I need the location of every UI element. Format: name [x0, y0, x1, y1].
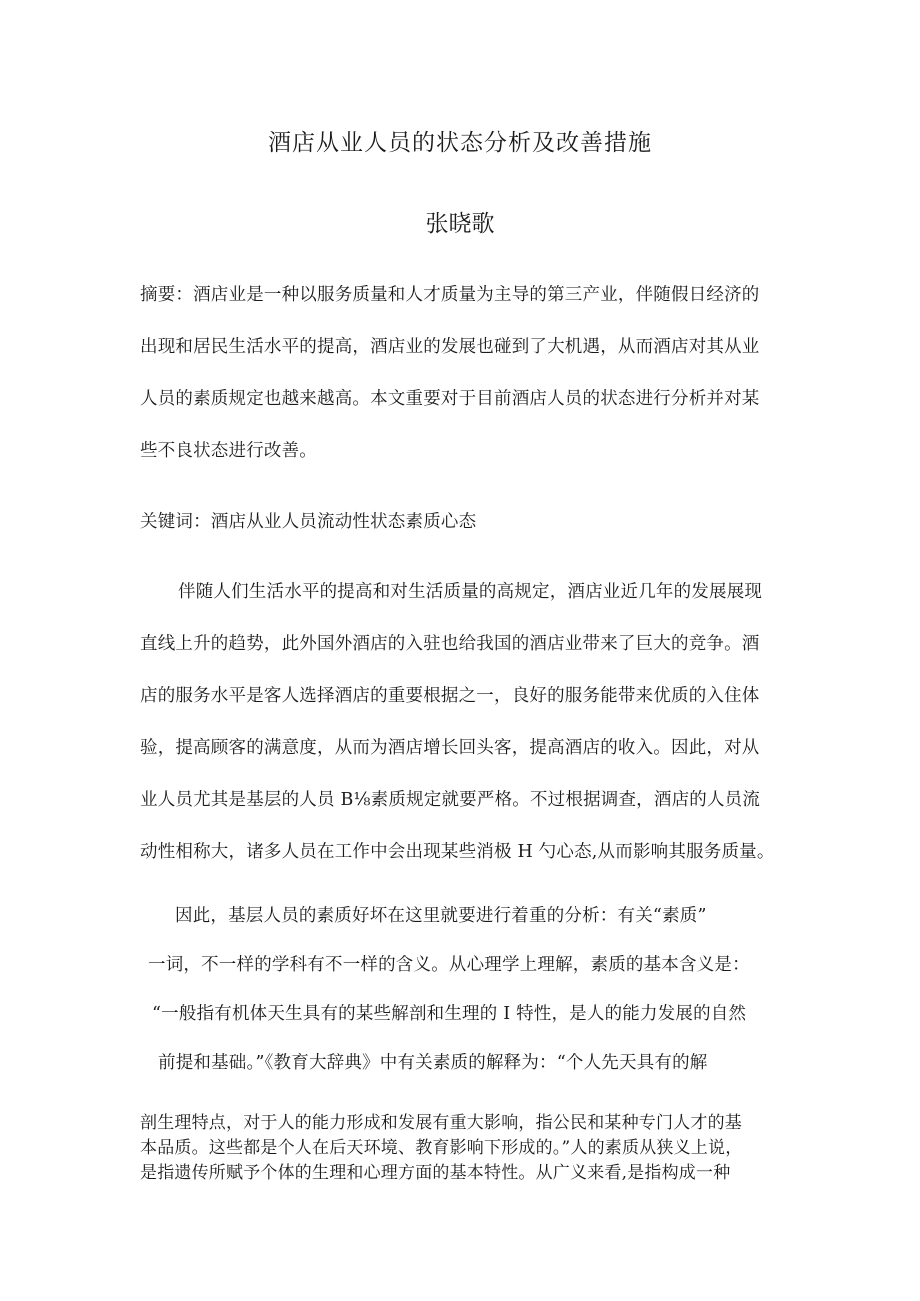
abstract-line: 出现和居民生活水平的提高，酒店业的发展也碰到了大机遇，从而酒店对其从业 — [140, 337, 760, 357]
body-line: 直线上升的趋势，此外国外酒店的入驻也给我国的酒店业带来了巨大的竞争。酒 — [140, 634, 760, 654]
body-line: 剖生理特点，对于人的能力形成和发展有重大影响，指公民和某种专门人才的基 — [140, 1113, 742, 1133]
body-line: 验，提高顾客的满意度，从而为酒店增长回头客，提高酒店的收入。因此，对从 — [140, 738, 760, 758]
body-line: 店的服务水平是客人选择酒店的重要根据之一，良好的服务能带来优质的入住体 — [140, 686, 760, 706]
abstract-line: 摘要：酒店业是一种以服务质量和人才质量为主导的第三产业，伴随假日经济的 — [140, 285, 760, 305]
body-line: 业人员尤其是基层的人员 B⅛素质规定就要严格。不过根据调查，酒店的人员流 — [140, 790, 761, 810]
body-line: 前提和基础。”《教育大辞典》中有关素质的解释为：“个人先天具有的解 — [158, 1053, 708, 1073]
body-line: 一词，不一样的学科有不一样的含义。从心理学上理解，素质的基本含义是： — [148, 955, 750, 975]
author-name: 张晓歌 — [425, 211, 495, 237]
body-line: 本品质。这些都是个人在后天环境、教育影响下形成的。”人的素质从狭义上说， — [140, 1138, 743, 1158]
body-line: “一般指有机体天生具有的某些解剖和生理的 I 特性，是人的能力发展的自然 — [152, 1004, 747, 1024]
body-line: 因此，基层人员的素质好坏在这里就要进行着重的分析：有关“素质” — [175, 906, 707, 926]
body-line: 是指遗传所赋予个体的生理和心理方面的基本特性。从广义来看,是指构成一种 — [140, 1163, 731, 1183]
body-line: 动性相称大，诸多人员在工作中会出现某些消极 H 勺心态,从而影响其服务质量。 — [140, 842, 775, 862]
body-line: 伴随人们生活水平的提高和对生活质量的高规定，酒店业近几年的发展展现 — [178, 582, 763, 602]
document-title: 酒店从业人员的状态分析及改善措施 — [268, 130, 652, 156]
keywords-line: 关键词：酒店从业人员流动性状态素质心态 — [140, 512, 477, 532]
abstract-line: 些不良状态进行改善。 — [140, 441, 317, 461]
abstract-line: 人员的素质规定也越来越高。本文重要对于目前酒店人员的状态进行分析并对某 — [140, 389, 760, 409]
